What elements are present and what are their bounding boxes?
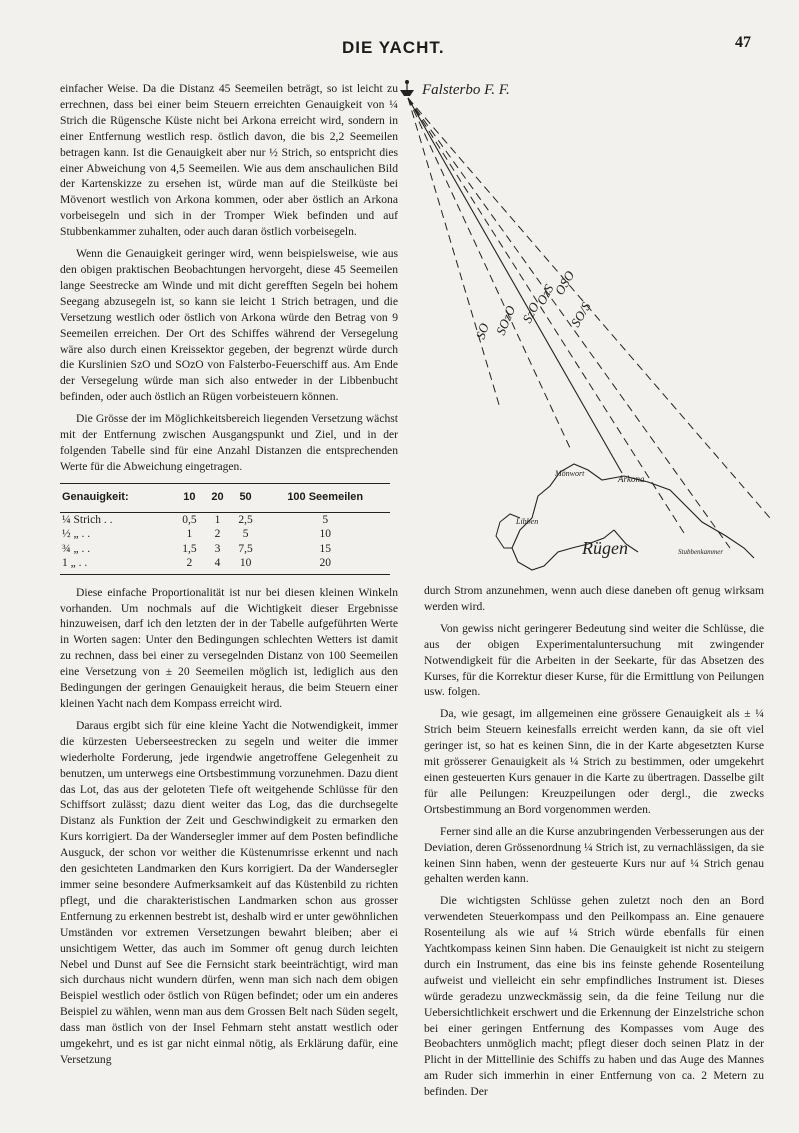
paragraph: durch Strom anzunehmen, wenn auch diese daneben oft genug wirksam werden wird. <box>424 584 764 613</box>
table-cell: 4 <box>204 556 230 574</box>
table-cell: 20 <box>260 556 390 574</box>
table-header-row <box>60 483 390 512</box>
paragraph: Daraus ergibt sich für eine kleine Yacht die Notwendigkeit, immer die kürzesten Ueberseestrecken zu segeln und weiter die immer wiederholte Forderung, jede irgendwie angetroffene Gelegenheit zu benutzen, um unterwegs eine Ortsbestimmung vorzunehmen. Dazu dient das Lot, das aus der geloteten Tiefe oft weitgehende Schlüsse für den Schiffsort zulässt; dazu dient weiter das Log, das die durchsegelte Distanz als Funktion der Zeit und Geschwindigkeit zu ermarken den Kurs korrigiert. Da der Wandersegler immer auf dem Posten befindliche Ausguck, der schon vor weither die Küstenumrisse erkennt und nach den gesichteten Landmarken den Kurs korrigiert. Da der Wandersegler immer seine besondere Aufmerksamkeit auf das Küstenbild zu richten pflegt, und die charakteristischen Landmarken schon aus grosser Entfernung zu erkennen bestrebt ist, deshalb wird er unter gewöhnlichen Umständen vor extremen Versetzungen bewahrt bleiben; aber ei unsichtigem Wetter, das auch im Sommer oft genug durch leichten Nebel und Dunst auf See die Fernsicht stark beeinträchtigt, wird man sich durchaus nicht wundern dürfen, wenn man sich nach dem obigen Beispiel westlich oder östlich von Rügen befindet; oder um ein anderes Beispiel zu wählen, wenn man aus dem Grossen Belt nach Süden segelt, dass man östlich von der Insel Fehmarn steht anstatt westlich oder umgekehrt, und es ist gar nicht einmal nötig, als Erklärung dafür, eine Versetzung <box>60 718 398 1066</box>
paragraph: Die Grösse der im Möglichkeitsbereich liegenden Versetzung wächst mit der Entfernung zwischen Ausgangspunkt und Ziel, und in der folgenden Tabelle sind für eine Anzahl Distanzen die entsprechenden Werte für die Abweichung eingetragen. <box>60 412 398 473</box>
course-sketch-map <box>392 78 772 580</box>
paragraph: Da, wie gesagt, im allgemeinen eine grössere Genauigkeit als ± ¼ Strich beim Steuern keinesfalls erreicht werden kann, da sie oft viel geringer ist, so hat es keinen Sinn, die in der Karte abgesetzten Kurse mit grösserer Genauigkeit als ¼ Strich zu bestimmen, oder umgekehrt einen gesteuerten Kurs genauer in die Karte zu übertragen. Dasselbe gilt für alle Peilungen: Kreuzpeilungen oder dergl., die zwecks Ortsbestimmung an Bord vorgenommen werden. <box>424 707 764 816</box>
deviation-table <box>60 483 398 575</box>
table-cell: 1 <box>214 513 221 526</box>
page-header <box>0 34 799 58</box>
table-cell: 2 <box>214 528 221 541</box>
left-column <box>60 81 398 1074</box>
table-header-cell: 50 <box>231 483 261 512</box>
table-cell: 10 <box>231 556 261 574</box>
table-cell: 1 „ . . <box>60 556 175 574</box>
course-line <box>408 98 500 408</box>
paragraph: einfacher Weise. Da die Distanz 45 Seemeilen beträgt, so ist leicht zu errechnen, dass bei einer beim Steuern erreichten Genauigkeit von ¼ Strich die Rügensche Küste nicht bei Arkona erreicht wird, sondern in einer Entfernung westlich resp. östlich davon, die bis 2,2 Seemeilen betragen kann. Ist die Genauigkeit aber nur ½ Strich, so entspricht dies einer Abweichung von 4,5 Seemeilen. Wie aus dem anschaulichen Bild der Kartenskizze zu ersehen ist, würde man auf die Steilküste bei Mövenort westlich von Arkona kommen, oder aber östlich an Arkona vorbeisegeln und sich in der Tromper Wiek befinden und auf Stubbenkammer zuhalten, oder auch daran östlich vorbeisegeln. <box>60 82 398 239</box>
table-cell: ½ „ . . <box>62 528 91 541</box>
course-line <box>408 98 684 533</box>
table-cell: 2,5 <box>238 513 253 526</box>
table-row <box>60 556 390 574</box>
paragraph: Die wichtigsten Schlüsse gehen zuletzt noch den an Bord verwendeten Steuerkompass und den Peilkompass an. Eine genauere Rosenteilung als wie auf ¼ Strich würde ebenfalls für einen Yachtkompass keinen Sinn haben. Die Genauigkeit ist nicht zu steigern durch ein Instrument, das eine bis ins feinste gehende Rosenteilung aufweist und vielleicht ein sehr empfindliches Instrument ist. Dieses würde geradezu unzweckmässig sein, da die feine Teilung nur die Uebersichtlichkeit erschwert und die Erkennung der Einzelstriche schon bei einer geringen Entfernung des Kompasses vom Auge des Beobachters unmöglich macht; pflegt dieser doch seinen Platz in der Plicht in der Mittellinie des Schiffs zu haben und das Auge des Mannes am Ruder sich immerhin in einer Entfernung von ca. 2 Metern zu befinden. Der <box>424 894 764 1099</box>
course-label: OSO <box>551 268 578 298</box>
place-label: Arkona <box>618 474 645 484</box>
table-cell: 5 <box>322 513 329 526</box>
map-origin-label: Falsterbo F. F. <box>422 82 510 98</box>
table-cell: ¼ Strich . . <box>62 513 113 526</box>
paragraph: Wenn die Genauigkeit geringer wird, wenn beispielsweise, wie aus den obigen praktischen Beobachtungen hervorgeht, diese 45 Seemeilen lange Seestrecke am Winde und mit dicht gerefften Segeln bei hohem Seegang abzusegeln ist, so kann sie leicht 1 Strich betragen, und die Versetzung westlich oder östlich von Arkona würde den Betrag von 9 Seemeilen erreichen. Der Ort des Schiffes während der Versegelung wäre also durch einen Kreissektor gegeben, der begrenzt würde durch die Kurslinien SzO und SOzO von Falsterbo-Feuerschiff aus. Am Ende der Versegelung würde man sich also entweder in der Libbenbucht befinden, oder auch östlich an Rügen vorbeisteuern können. <box>60 247 398 404</box>
table-header-cell: 20 <box>204 483 230 512</box>
table-cell: 2 <box>175 556 205 574</box>
table-cell: 0,5 <box>182 513 197 526</box>
lightship-icon <box>400 80 414 96</box>
place-label: Stubbenkammer <box>678 548 724 556</box>
table-cell: ¾ „ . . <box>62 542 91 555</box>
paragraph: Von gewiss nicht geringerer Bedeutung sind weiter die Schlüsse, die aus der obigen Experimentaluntersuchung mit zwingender Notwendigkeit für die Arbeiten in der Seekarte, für das Absetzen des Kurses, für die Korrektur dieser Kurse, für die Ermittlung von Peilungen usw. folgen. <box>424 621 764 699</box>
table-cell: 10 <box>319 528 331 541</box>
table-cell: 1,5 <box>182 542 197 555</box>
course-label: OzS <box>533 281 557 308</box>
running-title: DIE YACHT. <box>342 38 445 57</box>
course-label: SO/S <box>567 299 594 330</box>
table-row <box>60 542 390 557</box>
paragraph: Ferner sind alle an die Kurse anzubringenden Verbesserungen aus der Deviation, deren Grössenordnung ¼ Strich ist, zu vernachlässigen, da sie keinen Sinn haben, wenn der gesteuerte Kurs nur auf ¼ Strich genau gehalten werden kann. <box>424 824 764 886</box>
page-number: 47 <box>735 34 751 51</box>
table-header-cell: 100 Seemeilen <box>260 483 390 512</box>
place-label: Mönwort <box>555 469 585 478</box>
course-label: SzO <box>519 299 542 326</box>
table-header-cell: 10 <box>175 483 205 512</box>
table-cell: 3 <box>214 542 221 555</box>
table-row <box>60 527 390 542</box>
table-cell: 1 <box>186 528 193 541</box>
table-row <box>60 512 390 527</box>
table-header-cell: Genauigkeit: <box>60 483 175 512</box>
place-label: Rügen <box>582 538 628 558</box>
course-line <box>408 98 570 448</box>
course-label: SOzO <box>492 303 519 338</box>
paragraph: Diese einfache Proportionalität ist nur bei diesen kleinen Winkeln vorhanden. Um nochmals auf die Wichtigkeit dieser Ergebnisse hinzuweisen, darf ich den letzten der in der Tabelle aufgeführten Werte in Worten sagen: Unter den Bedingungen schlechten Wetters ist damit zu rechnen, dass bei einer zu versegelnden Distanz von 100 Seemeilen eine Versetzung von ± 20 Seemeilen möglich ist, lediglich aus den Bedingungen der geringen Genauigkeit heraus, die beim Steuern einer kleinen Yacht nach dem Kompass erreicht wird. <box>60 585 398 710</box>
course-label: SO <box>472 321 492 341</box>
place-label: Libben <box>516 517 539 526</box>
table-cell: 7,5 <box>238 542 253 555</box>
table-cell: 15 <box>319 542 331 555</box>
course-line <box>408 98 622 473</box>
table-cell: 5 <box>242 528 249 541</box>
right-column <box>424 583 764 1106</box>
